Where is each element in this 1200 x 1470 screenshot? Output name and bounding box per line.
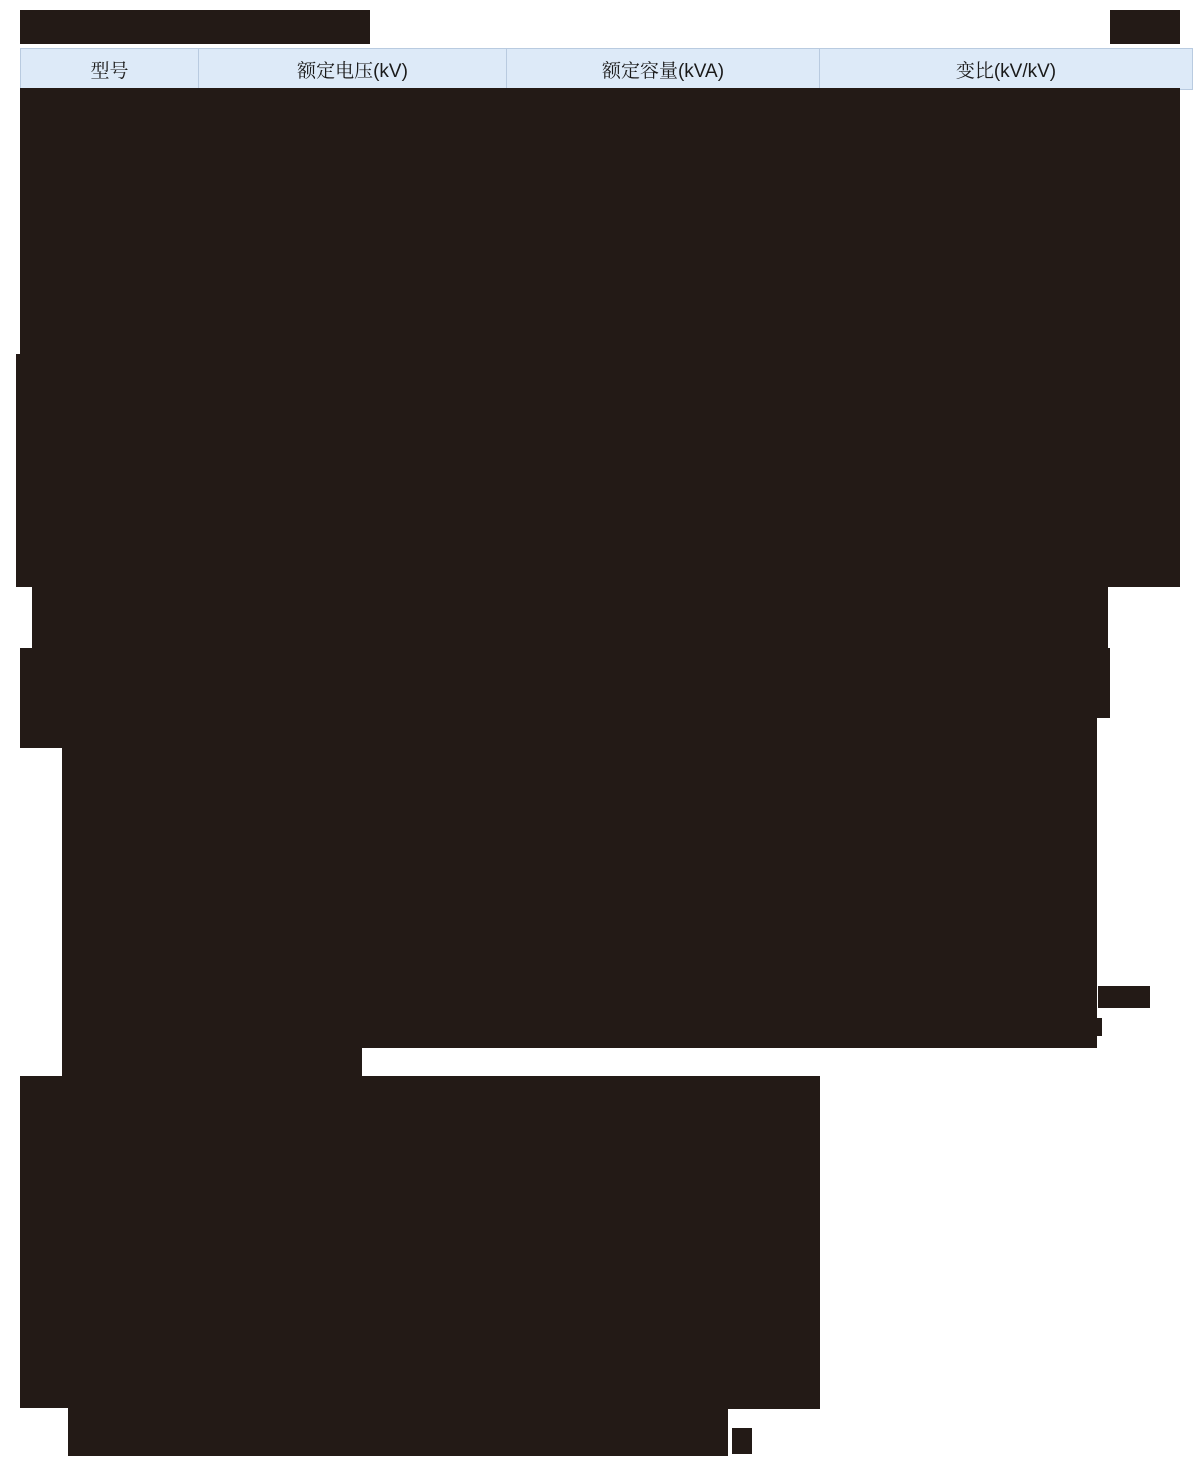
redacted-block (20, 1378, 820, 1408)
redacted-block (16, 354, 1180, 587)
redacted-block (20, 10, 370, 44)
column-header-ratio: 变比(kV/kV) (820, 49, 1193, 90)
transformer-spec-table (20, 48, 1193, 90)
table-header-row (21, 49, 1193, 90)
redacted-block (20, 88, 1180, 354)
redacted-block (732, 1428, 752, 1454)
column-header-voltage: 额定电压(kV) (199, 49, 507, 90)
redacted-block (68, 1406, 728, 1456)
redacted-body-region (0, 88, 1200, 1470)
redacted-block (62, 1018, 1102, 1036)
redacted-block (1110, 10, 1180, 44)
column-header-capacity: 额定容量(kVA) (507, 49, 820, 90)
redacted-block (365, 1093, 820, 1409)
redacted-block (1098, 986, 1150, 1008)
column-header-model: 型号 (21, 49, 199, 90)
